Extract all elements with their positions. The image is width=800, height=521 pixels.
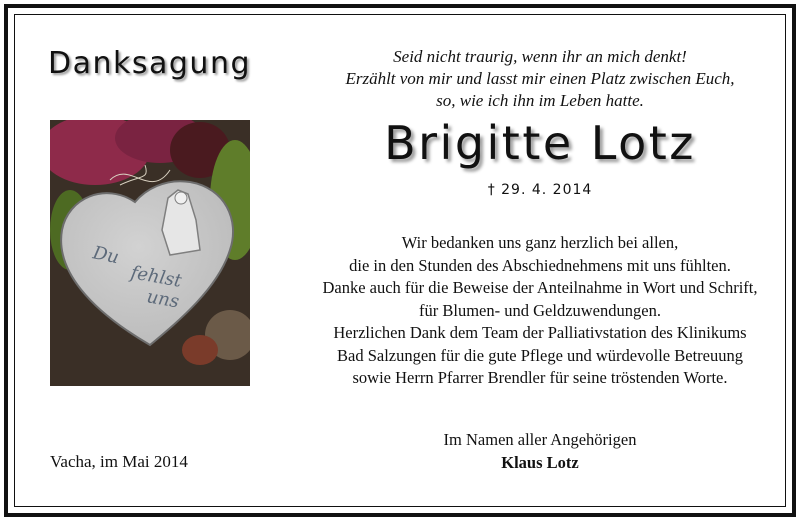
death-date: † 29. 4. 2014 [487, 182, 593, 198]
heart-stone-image [50, 120, 250, 386]
poem-line: so, wie ich ihn im Leben hatte. [436, 91, 644, 110]
signer-name: Klaus Lotz [501, 453, 579, 472]
heart-text-fehlst: fehlst [129, 262, 184, 292]
heart-text-du: Du [90, 242, 121, 269]
signature-line: Im Namen aller Angehörigen [443, 430, 637, 449]
memorial-photo [50, 120, 250, 386]
poem-line: Seid nicht traurig, wenn ihr an mich denkt! [393, 47, 687, 66]
signature-block [390, 428, 690, 474]
place-and-date: Vacha, im Mai 2014 [50, 452, 188, 471]
poem-line: Erzählt von mir und lasst mir einen Platz zwischen Euch, [345, 69, 735, 88]
angel-head [175, 192, 187, 204]
thanks-line: Wir bedanken uns ganz herzlich bei allen, [401, 233, 679, 252]
thanks-line: Herzlichen Dank dem Team der Palliativstation des Klinikums [333, 323, 747, 342]
poem [340, 46, 740, 112]
thanks-line: sowie Herrn Pfarrer Brendler für seine tröstenden Worte. [352, 368, 728, 387]
thanks-text [290, 232, 790, 390]
thanks-line: Bad Salzungen für die gute Pflege und würdevolle Betreuung [337, 345, 743, 365]
thanks-line: die in den Stunden des Abschiednehmens mit uns fühlten. [349, 255, 731, 275]
thanks-line: Danke auch für die Beweise der Anteilnahme in Wort und Schrift, [322, 278, 758, 297]
deceased-name: Brigitte Lotz [384, 116, 696, 170]
pine-cone [182, 335, 218, 365]
thanks-line: für Blumen- und Geldzuwendungen. [419, 300, 661, 320]
heart-text-uns: uns [145, 286, 181, 313]
heading-danksagung: Danksagung [48, 46, 251, 81]
